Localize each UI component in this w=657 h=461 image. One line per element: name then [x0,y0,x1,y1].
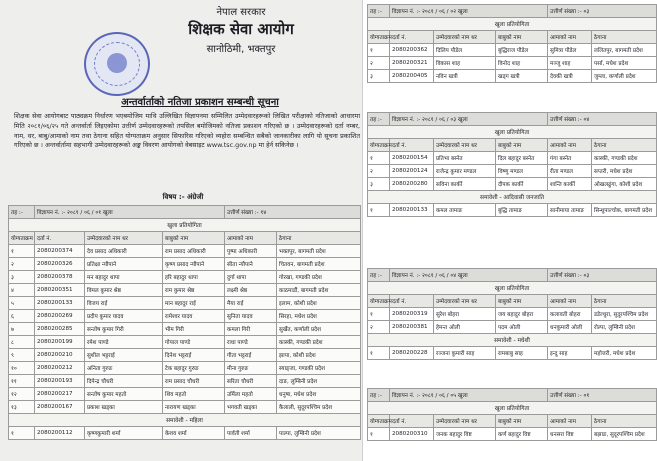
table-cell: गोपाल पाण्डे [163,336,225,349]
table-cell: १ [368,347,390,360]
table-cell: १ [368,152,390,165]
table-cell: 2080200405 [390,70,434,83]
column-header: दर्ता नं. [390,31,434,44]
table-section-row [368,18,657,31]
table-cell: जुम्ला, कर्णाली प्रदेश [592,70,657,83]
result-table-body [9,206,361,440]
column-header: दर्ता नं. [35,232,85,245]
table-cell: प्रतिक्षा न्यौपाने [85,258,163,271]
table-cell: देव प्रसाद अधिकारी [85,245,163,258]
column-header: योग्यताक्रम [368,31,390,44]
result-table-ad-05 [367,388,657,441]
table-section-row [368,402,657,415]
table-cell: 2080200112 [35,427,85,440]
table-cell: प्रतिभा बस्नेत [434,152,496,165]
table-row [9,310,361,323]
table-cell: 2080200199 [35,336,85,349]
table-cell: नारायण खड्का [163,401,225,414]
table-cell: १३ [9,401,35,414]
table-cell: स्याङ्जा, गण्डकी प्रदेश [277,362,361,375]
table-cell: पदम ओली [496,321,548,334]
table-cell: रामेश्वर यादव [163,310,225,323]
table-cell: धनुषा, मधेश प्रदेश [277,388,361,401]
table-cell: हरि बहादुर थापा [163,271,225,284]
table-cell: जय बहादुर बोहरा [496,308,548,321]
table-header-row [368,295,657,308]
table-cell: ११ [9,375,35,388]
column-header: योग्यताक्रम [9,232,35,245]
table-cell: विकास शाह [434,57,496,70]
column-header: आमाको नाम [548,139,592,152]
table-section-row [9,414,361,427]
table-cell: काठमाडौं, बागमती प्रदेश [277,284,361,297]
table-cell: 2080200193 [35,375,85,388]
level-label: तह :- [368,389,390,402]
table-cell: ८ [9,336,35,349]
table-cell: राधा पाण्डे [225,336,277,349]
column-header: आमाको नाम [548,295,592,308]
table-cell: महोत्तरी, मधेश प्रदेश [592,347,657,360]
result-table-ad-02 [367,4,657,83]
table-row [9,401,361,414]
table-cell: 2080200378 [35,271,85,284]
column-header: दर्ता नं. [390,139,434,152]
table-cell: दाङ, लुम्बिनी प्रदेश [277,375,361,388]
table-row [9,375,361,388]
result-table-english [8,205,361,440]
table-cell: १ [9,245,35,258]
level-label: तह :- [368,269,390,282]
advertisement-number: विज्ञापन नं. :- २०८१ / ०६ / ०५ खुला [390,389,548,402]
table-section-row [9,219,361,232]
table-header-row [368,139,657,152]
table-header-row [9,232,361,245]
table-cell: भीम गिरी [163,323,225,336]
table-cell: कास्की, गण्डकी प्रदेश [592,152,657,165]
column-header: बाबुको नाम [496,31,548,44]
table-cell: रोल्पा, लुम्बिनी प्रदेश [592,321,657,334]
table-cell: कास्की, गण्डकी प्रदेश [277,336,361,349]
table-cell: रामबाबु साह [496,347,548,360]
section-label: खुला प्रतियोगिता [368,18,657,31]
table-section-row [368,126,657,139]
table-cell: गोरखा, गण्डकी प्रदेश [277,271,361,284]
level-label: तह :- [9,206,35,219]
table-row [368,178,657,191]
table-cell: पुष्पा अधिकारी [225,245,277,258]
table-cell: प्रकाश खड्का [85,401,163,414]
table-cell: दिल बहादुर बस्नेत [496,152,548,165]
table-cell: १ [9,427,35,440]
table-cell: केशव शर्मा [163,427,225,440]
table-cell: सप्तरी, मधेश प्रदेश [592,165,657,178]
table-cell: पर्सा, मधेश प्रदेश [592,57,657,70]
table-cell: 2080200269 [35,310,85,323]
table-cell: २ [368,57,390,70]
table-cell: 2080200217 [35,388,85,401]
section-label: खुला प्रतियोगिता [368,282,657,295]
table-cell: मन बहादुर थापा [85,271,163,284]
column-header: बाबुको नाम [163,232,225,245]
table-row [368,57,657,70]
column-header: ठेगाना [592,295,657,308]
pass-count: उत्तीर्ण संख्या :- ०३ [548,5,657,18]
table-cell: विनोद शाह [496,57,548,70]
table-cell: इन्दु साह [548,347,592,360]
table-cell: मान बहादुर राई [163,297,225,310]
table-cell: 2080200326 [35,258,85,271]
table-row [368,321,657,334]
table-section-row [368,334,657,347]
column-header: ठेगाना [277,232,361,245]
table-cell: झापा, कोशी प्रदेश [277,349,361,362]
table-row [9,349,361,362]
table-cell: सीता न्यौपाने [225,258,277,271]
table-cell: कमल तामाङ [434,204,496,217]
table-row [9,323,361,336]
table-cell: बुद्धि तामाङ [496,204,548,217]
column-header: ठेगाना [592,415,657,428]
table-cell: १ [368,44,390,57]
table-cell: जनक बहादुर विष्ट [434,428,496,441]
result-table-body [368,5,657,83]
organization-address: सानोठिमी, भक्तपुर [206,44,276,55]
table-row [9,258,361,271]
table-row [368,308,657,321]
table-cell: ललितपुर, बागमती प्रदेश [592,44,657,57]
section-label: समावेशी - आदिवासी जनजाति [368,191,657,204]
column-header: ठेगाना [592,139,657,152]
column-header: दर्ता नं. [390,415,434,428]
table-cell: बुद्धिराज पौडेल [496,44,548,57]
column-header: उम्मेदवारको नाम थर [434,139,496,152]
table-meta-row [368,113,657,126]
table-cell: सन्तोष कुमार गिरी [85,323,163,336]
table-cell: सुर्खेत, कर्णाली प्रदेश [277,323,361,336]
table-cell: 2080200285 [35,323,85,336]
table-cell: चितवन, बागमती प्रदेश [277,258,361,271]
table-cell: कमला गिरी [225,323,277,336]
table-cell: राजेन्द्र कुमार मण्डल [434,165,496,178]
result-table-body [368,113,657,217]
result-table-ad-04 [367,268,657,360]
table-cell: हेमन्त ओली [434,321,496,334]
column-header: दर्ता नं. [390,295,434,308]
section-label: समावेशी - महिला [9,414,361,427]
table-cell: दिलिप पौडेल [434,44,496,57]
table-row [9,245,361,258]
table-cell: बझाङ, सुदूरपश्चिम प्रदेश [592,428,657,441]
column-header: आमाको नाम [548,415,592,428]
table-cell: राम प्रसाद चौधरी [163,375,225,388]
table-cell: गीता भट्टराई [225,349,277,362]
table-meta-row [368,389,657,402]
table-cell: राम कुमार श्रेष्ठ [163,284,225,297]
table-cell: ओखलढुंगा, कोशी प्रदेश [592,178,657,191]
table-cell: १ [368,308,390,321]
table-cell: १ [368,428,390,441]
column-header: योग्यताक्रम [368,295,390,308]
table-cell: रीता मण्डल [548,165,592,178]
table-cell: कृष्ण प्रसाद न्यौपाने [163,258,225,271]
table-cell: सिन्धुपाल्चोक, बागमती प्रदेश [592,204,657,217]
table-cell: दिनेश भट्टराई [163,349,225,362]
table-cell: अनिता गुरुङ [85,362,163,375]
table-cell: खड्ग खत्री [496,70,548,83]
table-cell: भगवती खड्का [225,401,277,414]
table-cell: 2080200210 [35,349,85,362]
table-cell: २ [368,165,390,178]
table-cell: कलावती बोहरा [548,308,592,321]
table-row [9,336,361,349]
table-cell: 2080200310 [390,428,434,441]
table-cell: सुरेश बोहरा [434,308,496,321]
subject-line: विषय :- अंग्रेजी [162,193,204,201]
table-row [9,271,361,284]
column-header: बाबुको नाम [496,139,548,152]
pass-count: उत्तीर्ण संख्या :- ०४ [548,113,657,126]
notice-body: शिक्षक सेवा आयोगबाट पाठ्यक्रम निर्धारण भएबमोजिम माथि उल्लिखित विज्ञापनमा सम्मिलित उम्मेदवारहरूको लिखित परीक्षाको नतिजाको आधारमा मिति २०८१/०६/२५ गते अन्तर्वार्ता लिइएकोमा उत्तीर्ण उम्मेदवारहरूको तपसिल बमोजिमको नतिजा प्रकाशन गरिएको छ । उम्मेदवारहरूको दर्ता नम्बर, नाम, थर, बाबु/आमाको नाम तथा ठेगाना सहित योग्यताक्रम अनुसार सिफारिस गरिएको व्यहोरा सम्बन्धित सबैको जानकारीका लागि यो सूचना प्रकाशित गरिएको छ । अन्तर्वार्तामा सहभागी उम्मेदवारहरूको अङ्क विवरण आयोगको वेबसाइट www.tsc.gov.np मा हेर्न सकिनेछ । [14,112,360,150]
table-cell: गंगा बस्नेत [548,152,592,165]
table-cell: 2080200124 [390,165,434,178]
table-cell: टेक बहादुर गुरुङ [163,362,225,375]
table-cell: मैया राई [225,297,277,310]
table-cell: धनसरा विष्ट [548,428,592,441]
table-section-row [368,191,657,204]
table-cell: ६ [9,310,35,323]
table-cell: सन्तोष कुमार महतो [85,388,163,401]
pass-count: उत्तीर्ण संख्या :- १४ [225,206,361,219]
table-cell: शान्ति कार्की [548,178,592,191]
table-cell: कृष्णकुमारी शर्मा [85,427,163,440]
table-meta-row [9,206,361,219]
level-label: तह :- [368,113,390,126]
notice-title: अन्तर्वार्ताको नतिजा प्रकाशन सम्बन्धी सूचना [121,97,279,108]
table-cell: ३ [368,70,390,83]
table-cell: सिरहा, मधेश प्रदेश [277,310,361,323]
column-header: उम्मेदवारको नाम थर [434,415,496,428]
table-cell: ४ [9,284,35,297]
table-cell: डडेल्धुरा, सुदूरपश्चिम प्रदेश [592,308,657,321]
table-cell: 2080200381 [390,321,434,334]
section-label: खुला प्रतियोगिता [368,126,657,139]
table-cell: 2080200133 [390,204,434,217]
table-cell: ९ [9,349,35,362]
result-table-ad-03 [367,112,657,217]
pass-count: उत्तीर्ण संख्या :- ०१ [548,389,657,402]
column-header: ठेगाना [592,31,657,44]
column-header: योग्यताक्रम [368,415,390,428]
pass-count: उत्तीर्ण संख्या :- ०३ [548,269,657,282]
section-label: खुला प्रतियोगिता [368,402,657,415]
table-row [9,388,361,401]
table-cell: 2080200351 [35,284,85,297]
table-cell: सुमित्रा पौडेल [548,44,592,57]
result-table-body [368,389,657,441]
table-cell: 2080200280 [390,178,434,191]
table-cell: 2080200212 [35,362,85,375]
advertisement-number: विज्ञापन नं. :- २०८१ / ०६ / ०४ खुला [390,269,548,282]
table-cell: ३ [368,178,390,191]
table-cell: रञ्जना कुमारी साह [434,347,496,360]
notice-page-right [362,0,655,461]
table-cell: धनकुमारी ओली [548,321,592,334]
column-header: बाबुको नाम [496,415,548,428]
table-row [9,297,361,310]
table-row [368,152,657,165]
table-cell: सरिता चौधरी [225,375,277,388]
government-name: नेपाल सरकार [216,7,266,18]
advertisement-number: विज्ञापन नं. :- २०८१ / ०६ / ०३ खुला [390,113,548,126]
table-cell: उर्मिला महतो [225,388,277,401]
table-row [9,362,361,375]
table-cell: रमेश पाण्डे [85,336,163,349]
table-meta-row [368,269,657,282]
table-cell: २ [9,258,35,271]
table-cell: कर्ण बहादुर विष्ट [496,428,548,441]
section-label: खुला प्रतियोगिता [9,219,361,232]
column-header: योग्यताक्रम [368,139,390,152]
table-cell: नविन खत्री [434,70,496,83]
table-cell: शिव महतो [163,388,225,401]
table-cell: 2080200319 [390,308,434,321]
table-cell: मीना गुरुङ [225,362,277,375]
column-header: आमाको नाम [548,31,592,44]
table-row [368,428,657,441]
column-header: उम्मेदवारको नाम थर [434,295,496,308]
table-cell: ७ [9,323,35,336]
table-meta-row [368,5,657,18]
table-row [368,347,657,360]
organization-name: शिक्षक सेवा आयोग [188,20,294,38]
table-row [368,204,657,217]
table-cell: दुर्गा थापा [225,271,277,284]
level-label: तह :- [368,5,390,18]
table-cell: सानीमाया तामाङ [548,204,592,217]
table-row [9,427,361,440]
table-cell: सुनिता यादव [225,310,277,323]
table-cell: मञ्जु शाह [548,57,592,70]
table-cell: भक्तपुर, बागमती प्रदेश [277,245,361,258]
column-header: बाबुको नाम [496,295,548,308]
table-header-row [368,31,657,44]
table-row [368,44,657,57]
table-cell: राम प्रसाद अधिकारी [163,245,225,258]
table-row [368,165,657,178]
table-cell: १० [9,362,35,375]
table-cell: ३ [9,271,35,284]
table-cell: 2080200321 [390,57,434,70]
advertisement-number: विज्ञापन नं. :- २०८१ / ०६ / ०२ खुला [390,5,548,18]
column-header: आमाको नाम [225,232,277,245]
table-cell: सविना कार्की [434,178,496,191]
table-cell: ५ [9,297,35,310]
table-cell: 2080200374 [35,245,85,258]
table-cell: १ [368,204,390,217]
table-cell: 2080200154 [390,152,434,165]
table-row [368,70,657,83]
table-cell: पार्वती शर्मा [225,427,277,440]
table-cell: १२ [9,388,35,401]
table-header-row [368,415,657,428]
table-cell: 2080200133 [35,297,85,310]
table-cell: 2080200362 [390,44,434,57]
table-section-row [368,282,657,295]
section-label: समावेशी - मधेशी [368,334,657,347]
table-cell: कैलाली, सुदूरपश्चिम प्रदेश [277,401,361,414]
table-cell: २ [368,321,390,334]
table-cell: इलाम, कोशी प्रदेश [277,297,361,310]
table-cell: प्रदीप कुमार यादव [85,310,163,323]
table-cell: विमल कुमार श्रेष्ठ [85,284,163,297]
table-cell: लक्ष्मी श्रेष्ठ [225,284,277,297]
advertisement-number: विज्ञापन नं. :- २०८१ / ०६ / ०१ खुला [35,206,225,219]
table-cell: 2080200228 [390,347,434,360]
table-row [9,284,361,297]
table-cell: विजय राई [85,297,163,310]
column-header: उम्मेदवारको नाम थर [85,232,163,245]
table-cell: दीपक कार्की [496,178,548,191]
table-cell: पाल्पा, लुम्बिनी प्रदेश [277,427,361,440]
table-cell: 2080200167 [35,401,85,414]
table-cell: देवकी खत्री [548,70,592,83]
result-table-body [368,269,657,360]
table-cell: विष्णु मण्डल [496,165,548,178]
table-cell: दिपेन्द्र चौधरी [85,375,163,388]
column-header: उम्मेदवारको नाम थर [434,31,496,44]
table-cell: सुशील भट्टराई [85,349,163,362]
